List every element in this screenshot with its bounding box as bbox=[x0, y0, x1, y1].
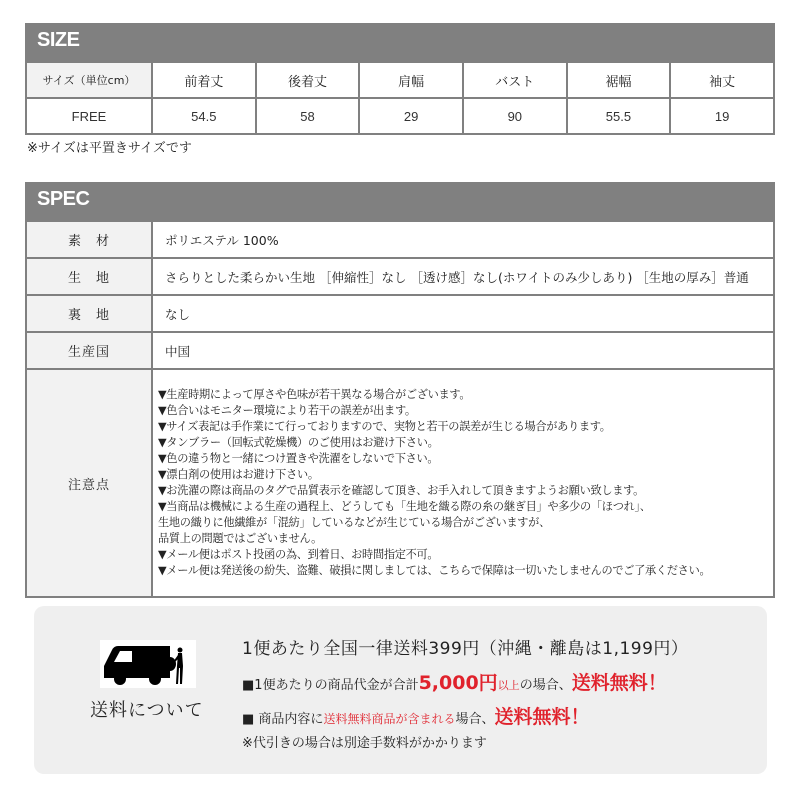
size-value: 90 bbox=[463, 98, 567, 134]
spec-value: なし bbox=[152, 295, 774, 332]
spec-row-notes bbox=[26, 369, 774, 597]
size-unit-label: サイズ（単位cm） bbox=[26, 62, 152, 98]
spec-label: 素 材 bbox=[26, 221, 152, 258]
column-header: バスト bbox=[463, 62, 567, 98]
note-line: 生地の織りに他繊維が「混紡」しているなどが生じている場合がございますが、 bbox=[158, 516, 550, 529]
spec-value: ポリエステル 100% bbox=[152, 221, 774, 258]
size-value-row bbox=[26, 98, 774, 134]
spec-label: 生 地 bbox=[26, 258, 152, 295]
free-shipping-threshold-line bbox=[242, 668, 667, 695]
note-line: ▼生産時期によって厚さや色味が若干異なる場合がございます。 bbox=[158, 388, 471, 401]
shipping-rate-line: 1便あたり全国一律送料399円（沖縄・離島は1,199円） bbox=[242, 639, 689, 659]
column-header: 袖丈 bbox=[670, 62, 774, 98]
free-item-highlight: 送料無料商品が含まれる bbox=[323, 712, 456, 726]
threshold-suffix: 以上 bbox=[497, 679, 520, 692]
bullet-square: ■ bbox=[242, 712, 255, 727]
column-header: 前着丈 bbox=[152, 62, 256, 98]
line-text: 場合、 bbox=[455, 712, 495, 727]
note-line: ▼お洗濯の際は商品のタグで品質表示を確認して頂き、お手入れして頂きますようお願い致します。 bbox=[158, 484, 645, 497]
note-line: ▼メール便はポスト投函の為、到着日、お時間指定不可。 bbox=[158, 548, 439, 561]
notes-list bbox=[152, 369, 774, 597]
column-header: 裾幅 bbox=[567, 62, 671, 98]
size-value: 55.5 bbox=[567, 98, 671, 134]
spec-value: さらりとした柔らかい生地 ［伸縮性］なし ［透け感］なし(ホワイトのみ少しあり) ［生地の厚み］普通 bbox=[152, 258, 774, 295]
column-header: 後着丈 bbox=[256, 62, 360, 98]
line-text: 1便あたりの商品代金が合計 bbox=[254, 678, 419, 693]
threshold-amount: 5,000円 bbox=[418, 672, 498, 694]
spec-label: 生産国 bbox=[26, 332, 152, 369]
note-line: ▼サイズ表記は手作業にて行っておりますので、実物と若干の誤差が生じる場合があります。 bbox=[158, 420, 611, 433]
column-header: 肩幅 bbox=[359, 62, 463, 98]
note-line: 品質上の問題ではございません。 bbox=[158, 532, 322, 545]
note-line: ▼メール便は発送後の紛失、盗難、破損に関しましては、こちらで保障は一切いたしませんのでご了承ください。 bbox=[158, 564, 711, 577]
note-line: ▼色合いはモニター環境により若干の誤差が出ます。 bbox=[158, 404, 416, 417]
size-table bbox=[25, 61, 775, 135]
size-value: 58 bbox=[256, 98, 360, 134]
line-text: 商品内容に bbox=[254, 712, 324, 727]
spec-row-origin bbox=[26, 332, 774, 369]
size-section-header bbox=[25, 23, 775, 61]
spec-table bbox=[25, 220, 775, 598]
spec-label: 裏 地 bbox=[26, 295, 152, 332]
spec-section-header bbox=[25, 182, 775, 220]
free-shipping-item-line bbox=[242, 702, 589, 729]
shipping-label: 送料について bbox=[90, 700, 204, 721]
cod-fee-note: ※代引きの場合は別途手数料がかかります bbox=[242, 736, 487, 751]
size-row-label: FREE bbox=[26, 98, 152, 134]
bullet-square: ■ bbox=[242, 678, 255, 693]
note-line: ▼タンブラー（回転式乾燥機）のご使用はお避け下さい。 bbox=[158, 436, 439, 449]
spec-row-fabric bbox=[26, 258, 774, 295]
size-value: 19 bbox=[670, 98, 774, 134]
size-header-row bbox=[26, 62, 774, 98]
spec-section-title: SPEC bbox=[37, 188, 90, 210]
line-text: の場合、 bbox=[519, 678, 572, 693]
spec-label: 注意点 bbox=[26, 369, 152, 597]
size-note: ※サイズは平置きサイズです bbox=[27, 141, 192, 156]
spec-row-material bbox=[26, 221, 774, 258]
spec-value: 中国 bbox=[152, 332, 774, 369]
spec-row-lining bbox=[26, 295, 774, 332]
free-shipping-badge: 送料無料！ bbox=[494, 706, 590, 728]
size-section-title: SIZE bbox=[37, 29, 80, 51]
free-shipping-badge: 送料無料！ bbox=[571, 672, 667, 694]
note-line: ▼色の違う物と一緒につけ置きや洗濯をしないで下さい。 bbox=[158, 452, 439, 465]
shipping-info-box bbox=[34, 606, 767, 774]
note-line: ▼当商品は機械による生産の過程上、どうしても「生地を織る際の糸の継ぎ目」や多少の「ほつれ」、 bbox=[158, 500, 651, 513]
size-value: 54.5 bbox=[152, 98, 256, 134]
note-line: ▼漂白剤の使用はお避け下さい。 bbox=[158, 468, 319, 481]
size-value: 29 bbox=[359, 98, 463, 134]
delivery-truck-icon bbox=[100, 640, 196, 688]
